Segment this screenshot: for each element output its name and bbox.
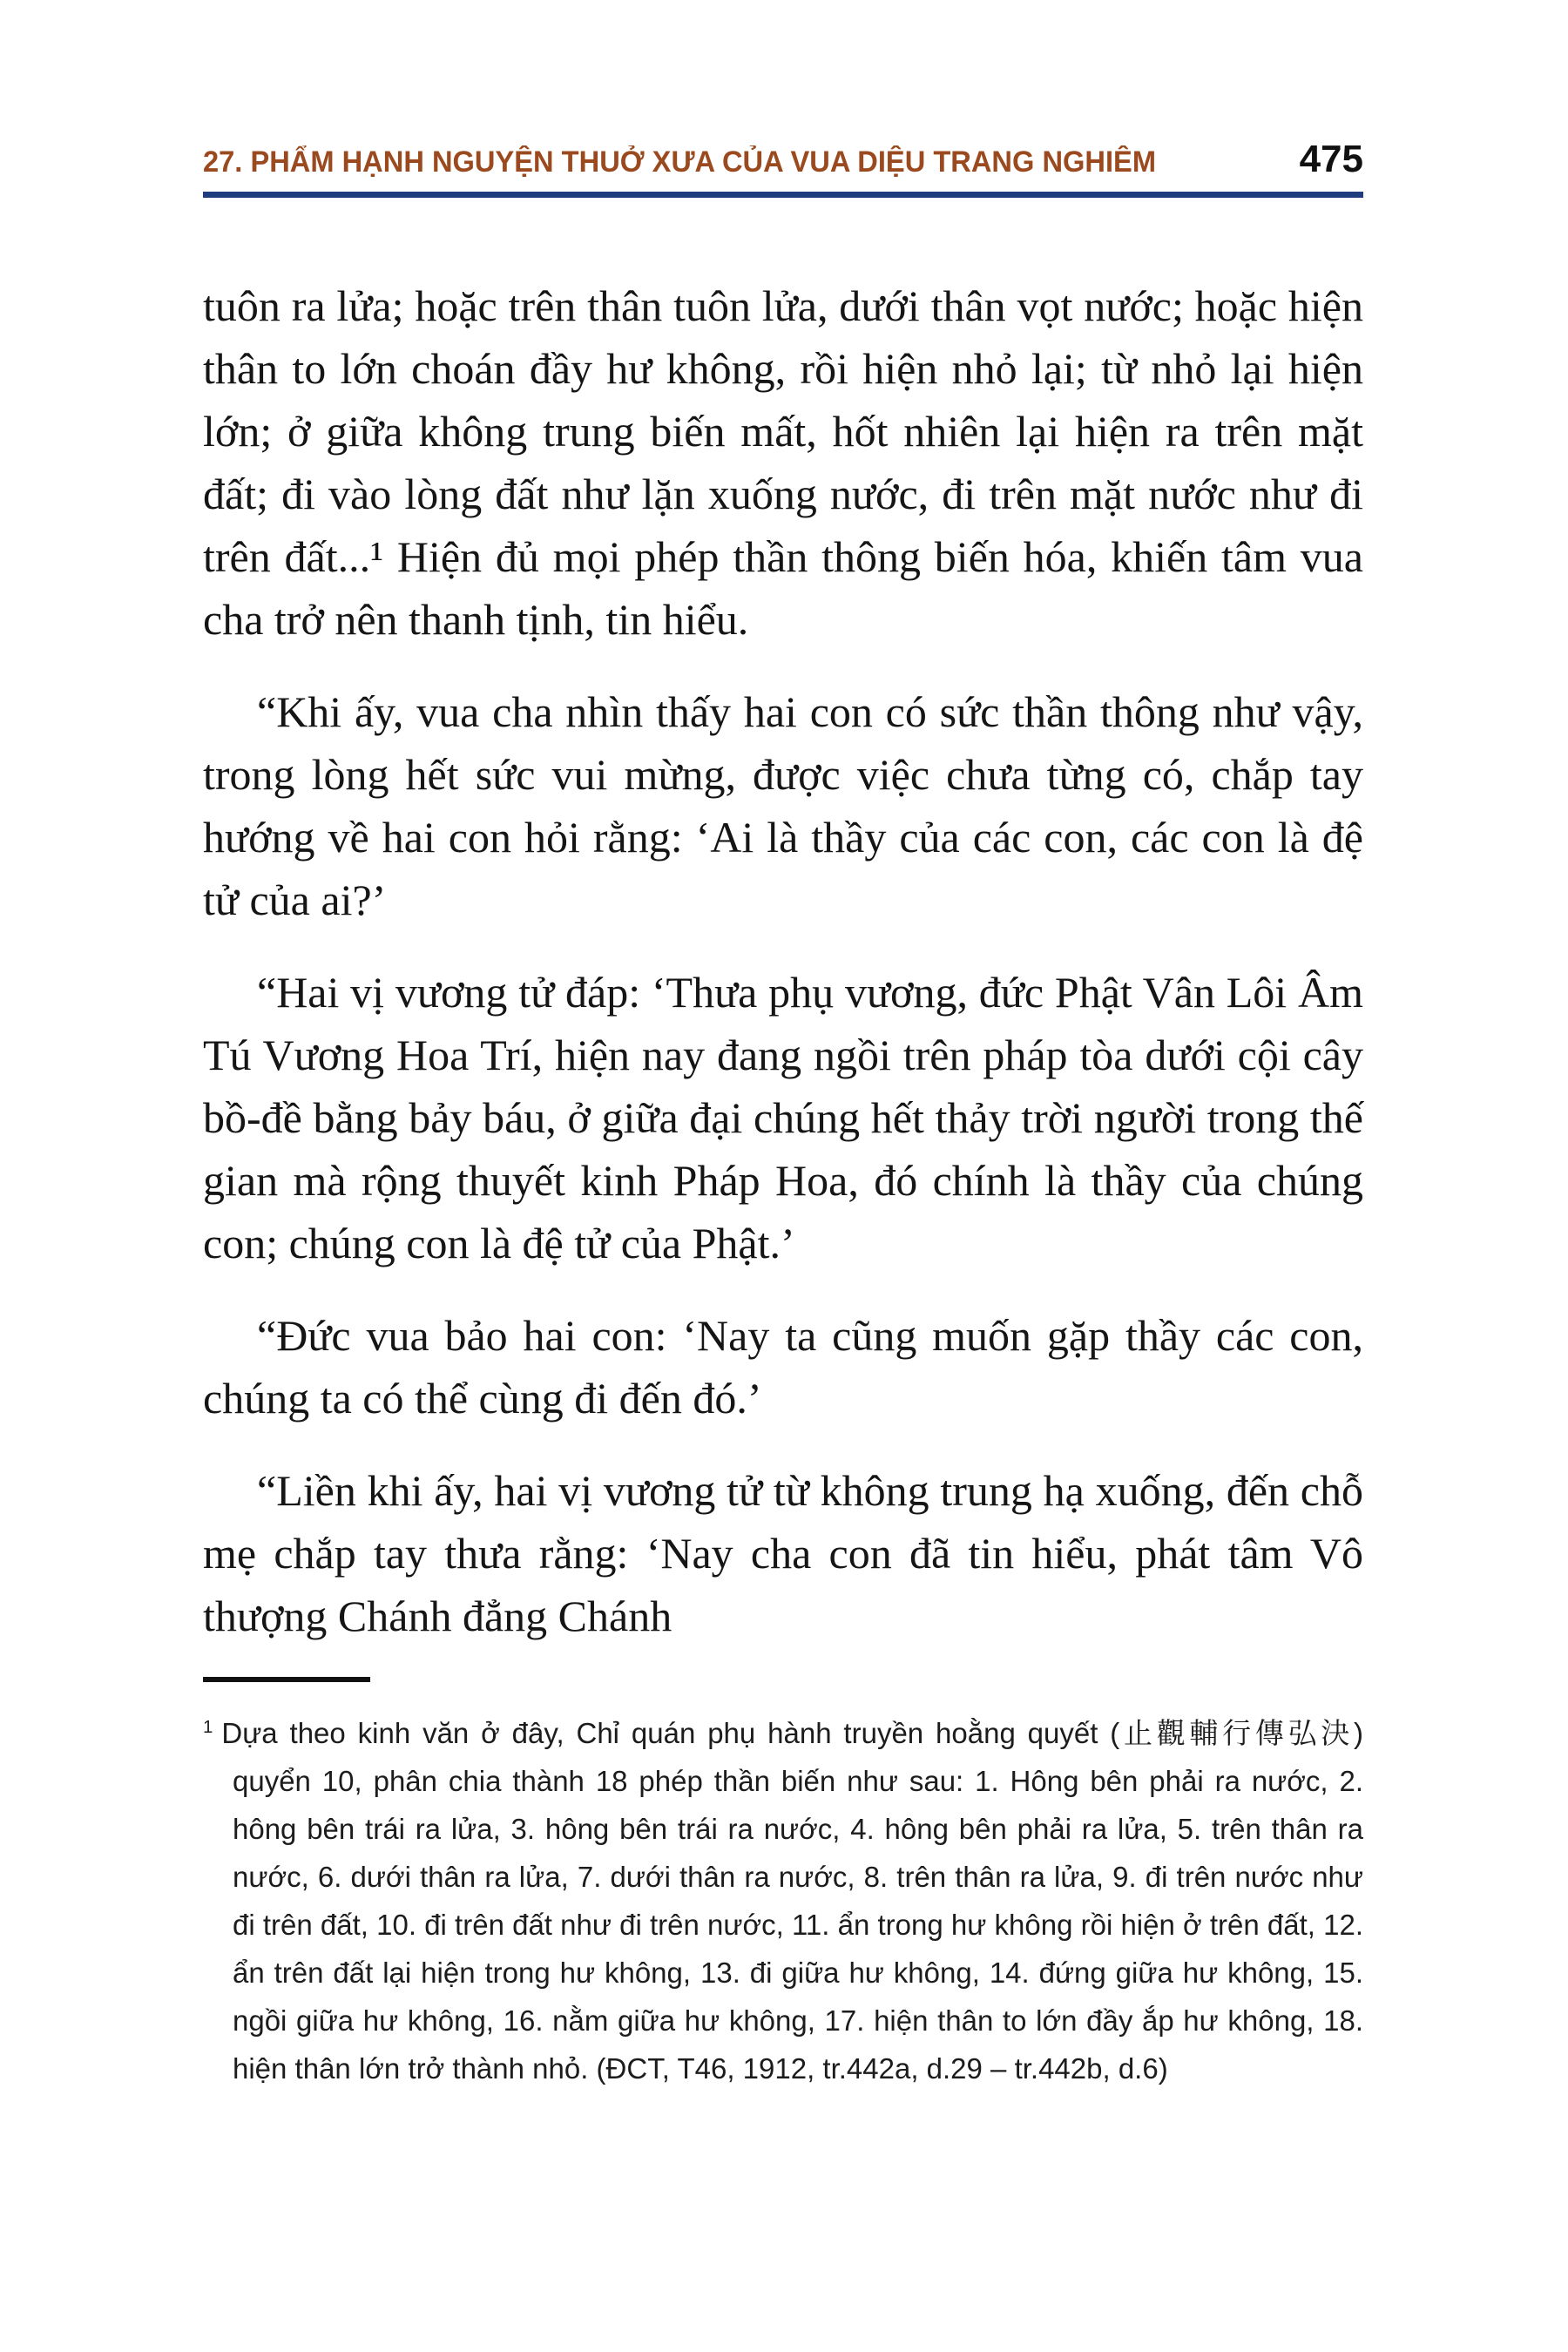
paragraph: “Đức vua bảo hai con: ‘Nay ta cũng muốn gặp thầy các con, chúng ta có thể cùng đi đến đó.’: [203, 1311, 1363, 1423]
footnote-section: [203, 1677, 1363, 2092]
paragraph: tuôn ra lửa; hoặc trên thân tuôn lửa, dưới thân vọt nước; hoặc hiện thân to lớn choán đầy hư không, rồi hiện nhỏ lại; từ nhỏ lại hiện lớn; ở giữa không trung biến mất, hốt nhiên lại hiện ra trên mặt đất; đi vào lòng đất như lặn xuống nước, đi trên mặt nước như đi trên đất...¹ Hiện đủ mọi phép thần thông biến hóa, khiến tâm vua cha trở nên thanh tịnh, tin hiểu.: [203, 281, 1363, 644]
footnote-marker: 1: [203, 1717, 213, 1737]
page-header: [203, 138, 1363, 198]
footnote: [203, 1703, 1363, 2092]
header-rule: [203, 192, 1363, 198]
page-number: 475: [1299, 138, 1363, 180]
chapter-title: 27. PHẨM HẠNH NGUYỆN THUỞ XƯA CỦA VUA DIỆU TRANG NGHIÊM: [203, 145, 1157, 179]
paragraph: “Hai vị vương tử đáp: ‘Thưa phụ vương, đức Phật Vân Lôi Âm Tú Vương Hoa Trí, hiện nay đang ngồi trên pháp tòa dưới cội cây bồ-đề bằng bảy báu, ở giữa đại chúng hết thảy trời người trong thế gian mà rộng thuyết kinh Pháp Hoa, đó chính là thầy của chúng con; chúng con là đệ tử của Phật.’: [203, 968, 1363, 1267]
paragraph: “Khi ấy, vua cha nhìn thấy hai con có sức thần thông như vậy, trong lòng hết sức vui mừng, được việc chưa từng có, chắp tay hướng về hai con hỏi rằng: ‘Ai là thầy của các con, các con là đệ tử của ai?’: [203, 687, 1363, 924]
running-head: [203, 138, 1363, 181]
footnote-text: Dựa theo kinh văn ở đây, Chỉ quán phụ hành truyền hoằng quyết (止觀輔行傳弘決) quyển 10, phân chia thành 18 phép thần biến như sau: 1. Hông bên phải ra nước, 2. hông bên trái ra lửa, 3. hông bên trái ra nước, 4. hông bên phải ra lửa, 5. trên thân ra nước, 6. dưới thân ra lửa, 7. dưới thân ra nước, 8. trên thân ra lửa, 9. đi trên nước như đi trên đất, 10. đi trên đất như đi trên nước, 11. ẩn trong hư không rồi hiện ở trên đất, 12. ẩn trên đất lại hiện trong hư không, 13. đi giữa hư không, 14. đứng giữa hư không, 15. ngồi giữa hư không, 16. nằm giữa hư không, 17. hiện thân to lớn đầy ắp hư không, 18. hiện thân lớn trở thành nhỏ. (ĐCT, T46, 1912, tr.442a, d.29 – tr.442b, d.6): [221, 1717, 1363, 2085]
footnote-separator: [203, 1677, 370, 1682]
body-text: [203, 274, 1363, 1647]
paragraph: “Liền khi ấy, hai vị vương tử từ không trung hạ xuống, đến chỗ mẹ chắp tay thưa rằng: ‘Nay cha con đã tin hiểu, phát tâm Vô thượng Chánh đẳng Chánh: [203, 1466, 1363, 1640]
